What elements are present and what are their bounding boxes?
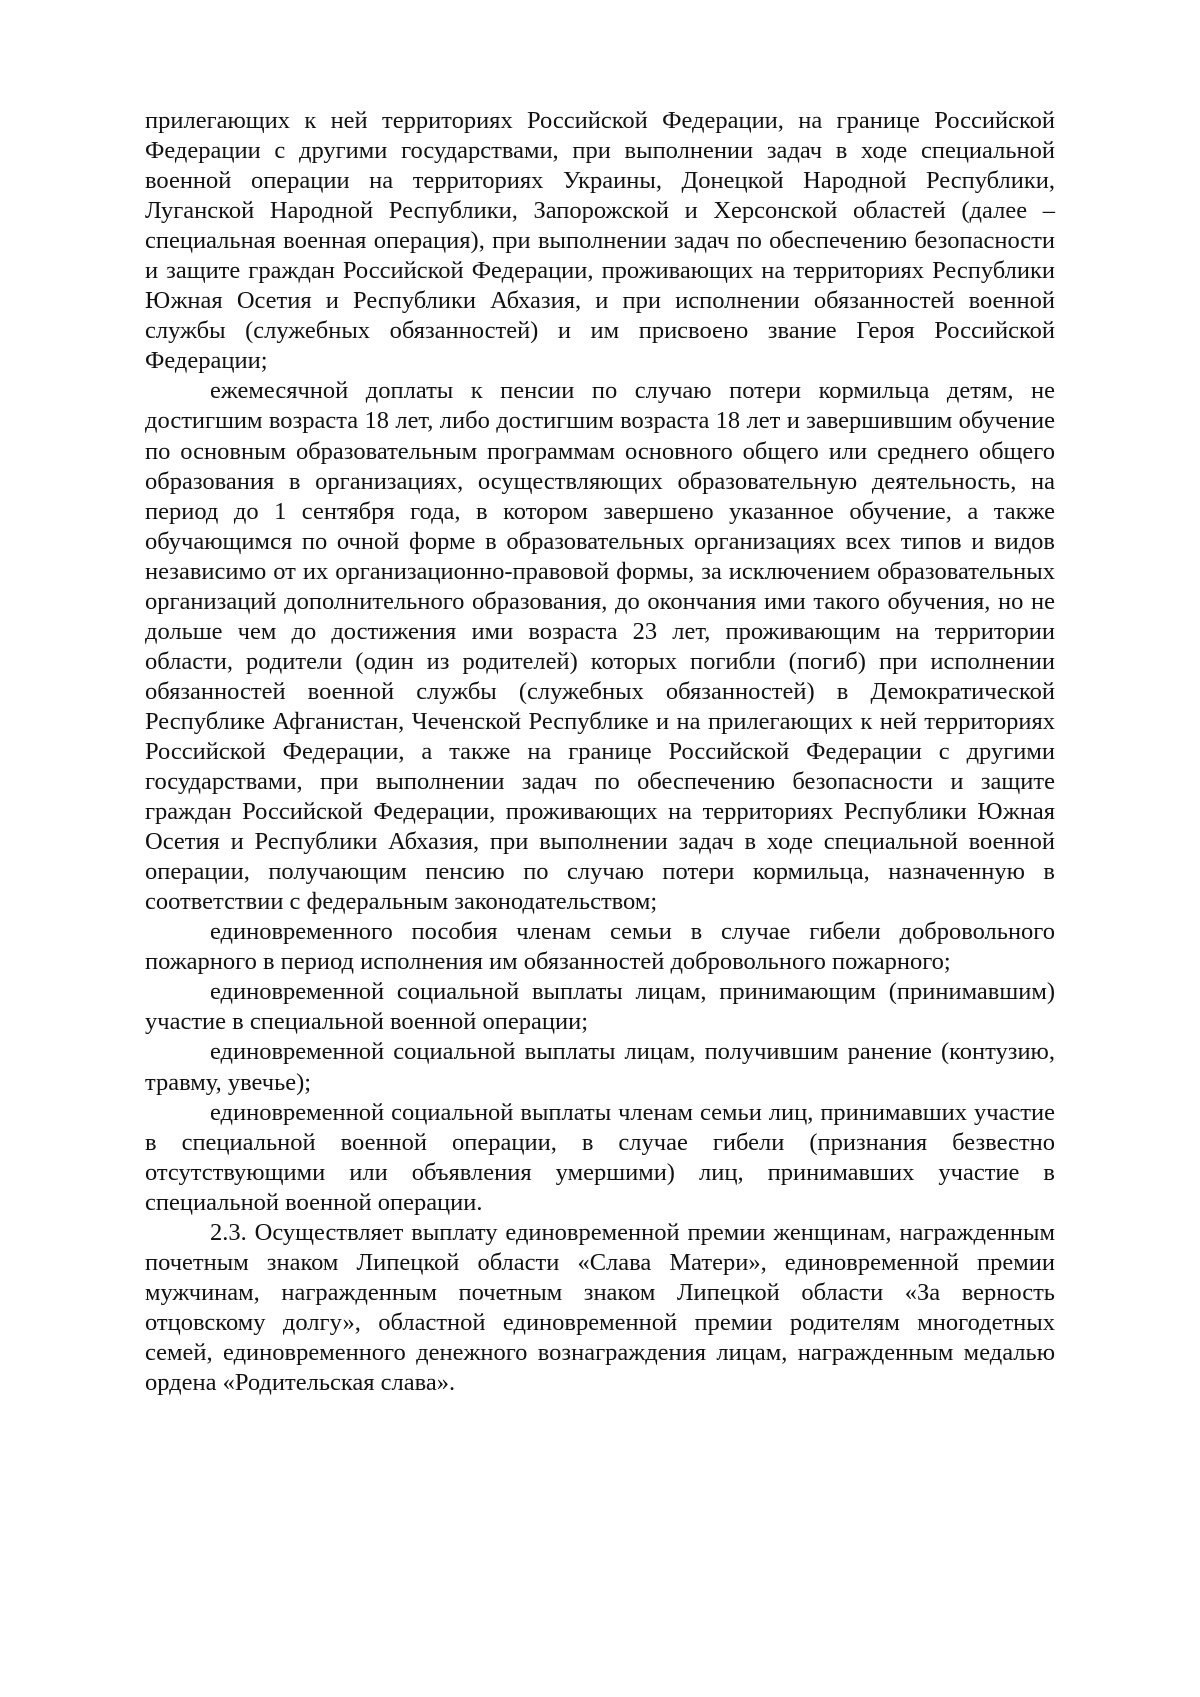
paragraph-svo-participant-payment: единовременной социальной выплаты лицам, принимающим (принимавшим) участие в специальной военной операции;	[145, 978, 1055, 1036]
paragraph-hero-continuation: прилегающих к ней территориях Российской Федерации, на границе Российской Федерации с другими государствами, при выполнении задач в ходе специальной военной операции на территориях Украины, Донецкой Народной Республики, Луганской Народной Республики, Запорожской и Херсонской областей (далее – специальная военная операция), при выполнении задач по обеспечению безопасности и защите граждан Российской Федерации, проживающих на территориях Республики Южная Осетия и Республики Абхазия, и при исполнении обязанностей военной службы (служебных обязанностей) и им присвоено звание Героя Российской Федерации;	[145, 107, 1055, 375]
document-page	[145, 106, 1055, 1398]
paragraph-survivor-pension-supplement: ежемесячной доплаты к пенсии по случаю потери кормильца детям, не достигшим возраста 18 лет, либо достигшим возраста 18 лет и завершившим обучение по основным образовательным программам основного общего или среднего общего образования в организациях, осуществляющих образовательную деятельность, на период до 1 сентября года, в котором завершено указанное обучение, а также обучающимся по очной форме в образовательных организациях всех типов и видов независимо от их организационно-правовой формы, за исключением образовательных организаций дополнительного образования, до окончания ими такого обучения, но не дольше чем до достижения ими возраста 23 лет, проживающим на территории области, родители (один из родителей) которых погибли (погиб) при исполнении обязанностей военной службы (служебных обязанностей) в Демократической Республике Афганистан, Чеченской Республике и на прилегающих к ней территориях Российской Федерации, а также на границе Российской Федерации с другими государствами, при выполнении задач по обеспечению безопасности и защите граждан Российской Федерации, проживающих на территориях Республики Южная Осетия и Республики Абхазия, при выполнении задач в ходе специальной военной операции, получающим пенсию по случаю потери кормильца, назначенную в соответствии с федеральным законодательством;	[145, 377, 1055, 916]
paragraph-family-payment: единовременной социальной выплаты членам семьи лиц, принимавших участие в специальной военной операции, в случае гибели (признания безвестно отсутствующими или объявления умершими) лиц, принимавших участие в специальной военной операции.	[145, 1098, 1055, 1216]
paragraph-section-2-3: 2.3. Осуществляет выплату единовременной премии женщинам, награжденным почетным знаком Липецкой области «Слава Матери», единовременной премии мужчинам, награжденным почетным знаком Липецкой области «За верность отцовскому долгу», областной единовременной премии родителям многодетных семей, единовременного денежного вознаграждения лицам, награжденным медалью ордена «Родительская слава».	[145, 1218, 1055, 1396]
paragraph-volunteer-firefighter-benefit: единовременного пособия членам семьи в случае гибели добровольного пожарного в период исполнения им обязанностей добровольного пожарного;	[145, 918, 1055, 976]
paragraph-injury-payment: единовременной социальной выплаты лицам, получившим ранение (контузию, травму, увечье);	[145, 1038, 1055, 1096]
